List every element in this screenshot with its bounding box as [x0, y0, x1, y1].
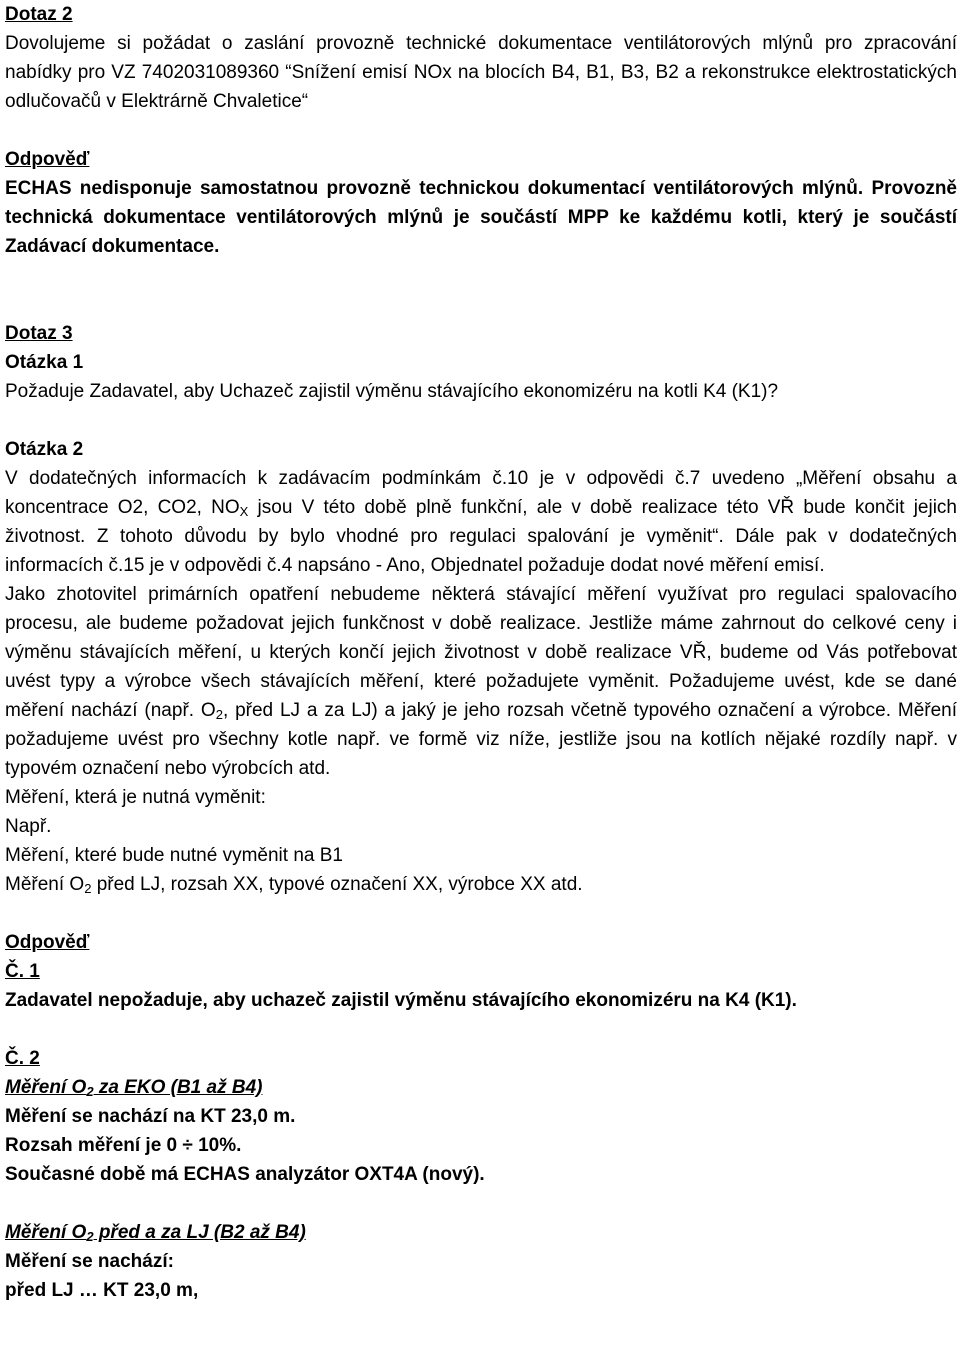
dotaz3-heading: Dotaz 3: [5, 323, 73, 344]
lj-measurement-title: Měření $O_2$ před a za LJ (B2 až B4): [5, 1222, 306, 1244]
odpoved3-heading: Odpověď: [5, 932, 90, 953]
eko-measurement-title: Měření $O_2$ za EKO (B1 až B4): [5, 1077, 263, 1099]
otazka1-heading: Otázka 1: [5, 352, 84, 373]
line-b1: Měření, které bude nutné vyměnit na B1: [5, 845, 343, 866]
c1-heading: Č. 1: [5, 961, 40, 982]
line-napr: Např.: [5, 816, 52, 837]
eko-line-range: Rozsah měření je 0 ÷ 10%.: [5, 1135, 242, 1156]
line-nutna-vymenit: Měření, která je nutná vyměnit:: [5, 787, 266, 808]
eko-line-analyzer: Současné době má ECHAS analyzátor OXT4A (nový).: [5, 1164, 485, 1185]
otazka2-paragraph-2: Jako zhotovitel primárních opatření nebudeme některá stávající měření využívat pro regulaci spalovacího procesu, ale budeme požadovat jejich funkčnost v době realizace. Jestliže máme zahrnout do celkové ceny i výměnu stávajících měření, u kterých končí jejich životnost v době realizace VŘ, budeme od Vás potřebovat uvést typy a výrobce všech stávajících měření, které požadujete vyměnit. Požadujeme uvést, kde se dané měření nachází (např. $O_2$, před LJ a za LJ) a jaký je jeho rozsah včetně typového označení a výrobce. Měření požadujeme uvést pro všechny kotle např. ve formě viz níže, jestliže jsou na kotlích nějaké rozdíly např. v typovém označení nebo výrobcích atd.: [5, 584, 958, 779]
dotaz2-answer-heading: Odpověď: [5, 149, 90, 170]
c1-text: Zadavatel nepožaduje, aby uchazeč zajistil výměnu stávajícího ekonomizéru na K4 (K1).: [5, 990, 797, 1011]
otazka1-text: Požaduje Zadavatel, aby Uchazeč zajistil výměnu stávajícího ekonomizéru na kotli K4 (K1)?: [5, 381, 779, 402]
line-o2-example: Měření $O_2$ před LJ, rozsah XX, typové označení XX, výrobce XX atd.: [5, 874, 583, 896]
dotaz2-heading: Dotaz 2: [5, 4, 73, 25]
c2-heading: Č. 2: [5, 1048, 40, 1069]
dotaz2-answer: ECHAS nedisponuje samostatnou provozně technickou dokumentací ventilátorových mlýnů. Provozně technická dokumentace ventilátorových mlýnů je součástí MPP ke každému kotli, který je součástí Zadávací dokumentace.: [5, 178, 957, 257]
document-page: [5, 0, 957, 1305]
lj-line-before: před LJ … KT 23,0 m,: [5, 1280, 199, 1301]
otazka2-paragraph-1: V dodatečných informacích k zadávacím podmínkám č.10 je v odpovědi č.7 uvedeno „Měření obsahu a koncentrace O2, CO2, $NO_X$ jsou V této době plně funkční, ale v době realizace této VŘ bude končit jejich životnost. Z tohoto důvodu by bylo vhodné pro regulaci spalování je vyměnit“. Dále pak v dodatečných informacích č.15 je v odpovědi č.4 napsáno - Ano, Objednatel požaduje dodat nové měření emisí.: [5, 468, 957, 576]
eko-line-location: Měření se nachází na KT 23,0 m.: [5, 1106, 296, 1127]
otazka2-heading: Otázka 2: [5, 439, 84, 460]
lj-line-location: Měření se nachází:: [5, 1251, 174, 1272]
dotaz2-question: Dovolujeme si požádat o zaslání provozně technické dokumentace ventilátorových mlýnů pro zpracování nabídky pro VZ 7402031089360 “Snížení emisí NOx na blocích B4, B1, B3, B2 a rekonstrukce elektrostatických odlučovačů v Elektrárně Chvaletice“: [5, 33, 957, 112]
